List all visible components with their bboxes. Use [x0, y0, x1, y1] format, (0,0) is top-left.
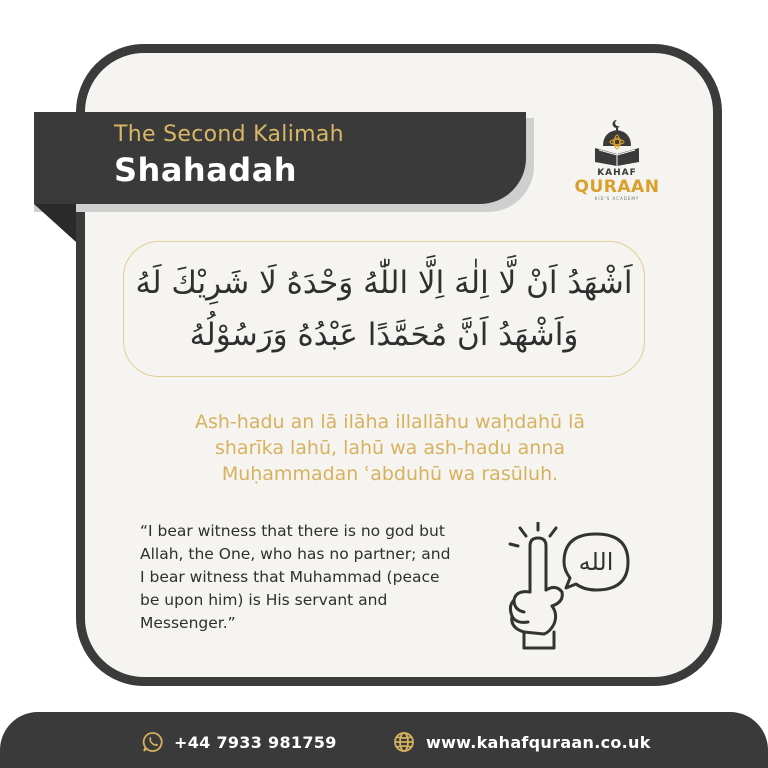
transliteration-line-2: sharīka lahū, lahū wa ash-hadu anna: [214, 437, 565, 459]
translation-line-5: Messenger.”: [140, 614, 236, 632]
translation: [140, 520, 485, 635]
arabic-line-1: اَشْهَدُ اَنْ لَّا اِلٰهَ اِلَّا اللّٰهُ وَحْدَهُ لَا شَرِيْكَ لَهُ: [135, 265, 633, 301]
arabic-text-box: [123, 241, 645, 377]
transliteration: [140, 409, 640, 487]
mosque-book-icon: [573, 118, 661, 168]
page-title: Shahadah: [114, 151, 298, 189]
translation-line-4: be upon him) is His servant and: [140, 591, 388, 609]
website-link[interactable]: www.kahafquraan.co.uk: [426, 733, 651, 752]
page-subtitle: The Second Kalimah: [114, 122, 344, 147]
whatsapp-icon[interactable]: [142, 731, 164, 753]
footer-bar: [0, 712, 768, 768]
transliteration-line-1: Ash-hadu an lā ilāha illallāhu waḥdahū lā: [194, 411, 585, 433]
transliteration-line-3: Muḥammadan ʿabduhū wa rasūluh.: [221, 463, 559, 485]
logo-kahaf-text: KAHAF: [597, 168, 637, 178]
globe-icon[interactable]: [393, 731, 415, 753]
phone-number[interactable]: +44 7933 981759: [174, 733, 337, 752]
logo-academy-text: KID'S ACADEMY: [594, 196, 640, 201]
arabic-line-2: وَاَشْهَدُ اَنَّ مُحَمَّدًا عَبْدُهُ وَرَسُوْلُهُ: [189, 317, 579, 353]
logo-quraan-text: QURAAN: [574, 177, 660, 197]
translation-line-1: “I bear witness that there is no god but: [140, 522, 445, 540]
kahaf-quraan-logo: [573, 118, 663, 202]
translation-line-2: Allah, the One, who has no partner; and: [140, 545, 451, 563]
raised-finger-allah-icon: [500, 522, 640, 652]
translation-line-3: I bear witness that Muhammad (peace: [140, 568, 440, 586]
banner-fold: [34, 204, 76, 242]
allah-calligraphy: الله: [578, 548, 614, 576]
